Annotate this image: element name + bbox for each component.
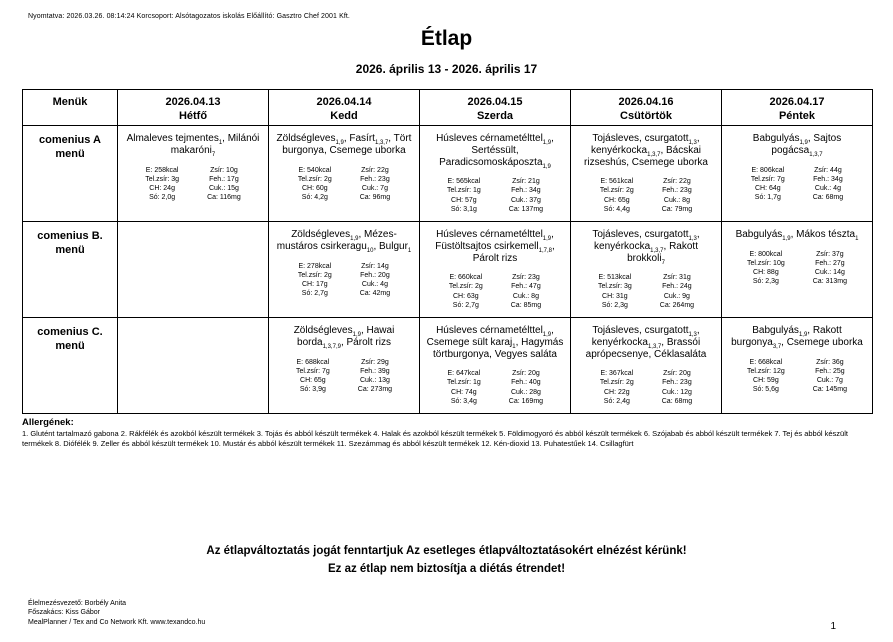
nutrition-line: Só: 2,0g (149, 193, 176, 201)
nutrition-line: Cuk.: 14g (814, 268, 845, 276)
nutrition-line: Ca: 313mg (812, 278, 847, 286)
nutrition-line: CH: 57g (451, 196, 477, 204)
day-column-header (269, 90, 420, 126)
nutrition-line: Zsír: 14g (361, 262, 389, 270)
nutrition-line: Cuk.: 8g (663, 196, 690, 204)
nutrition-line: Zsír: 44g (814, 166, 842, 174)
nutrition-line: CH: 88g (753, 268, 779, 276)
nutrition-column (447, 369, 481, 405)
nutrition-line: Tel.zsír: 2g (297, 175, 332, 183)
menu-change-notice: Az étlapváltoztatás jogát fenntartjuk Az esetleges étlapváltoztatásokért elnézést kérünk! (206, 544, 687, 557)
allergens-section (22, 417, 872, 449)
nutrition-block (575, 369, 717, 405)
nutrition-line: Só: 5,6g (752, 385, 779, 393)
dish-name: Tojásleves, csurgatott$_{1,3}$, kenyérkocka$_{1,3,7}$, Brassói aprópecsenye, Céklasaláta (585, 325, 707, 360)
column-date: 2026.04.16 (618, 96, 674, 108)
nutrition-line: Só: 3,1g (450, 205, 477, 213)
dish-name: Babgulyás$_{1,9}$, Sajtos pogácsa$_{1,3,7}$ (752, 133, 842, 158)
date-range-subtitle: 2026. április 13 - 2026. április 17 (355, 62, 538, 76)
nutrition-line: Cuk.: 7g (816, 376, 843, 384)
nutrition-column (298, 262, 332, 298)
nutrition-line: Só: 1,7g (754, 193, 781, 201)
nutrition-column (660, 273, 694, 309)
nutrition-line: Feh.: 23g (360, 175, 390, 183)
nutrition-line: E: 258kcal (145, 166, 179, 174)
nutrition-line: Tel.zsír: 2g (297, 271, 332, 279)
footer-line-software: MealPlanner / Tex and Co Network Kft. www.texandco.hu (28, 618, 206, 626)
nutrition-line: Zsír: 22g (361, 166, 389, 174)
nutrition-block (122, 166, 264, 202)
nutrition-line: CH: 63g (452, 292, 479, 300)
nutrition-block (273, 358, 415, 394)
nutrition-line: Feh.: 40g (511, 379, 541, 387)
nutrition-line: CH: 64g (754, 184, 781, 192)
nutrition-line: Tel.zsír: 2g (448, 283, 483, 291)
nutrition-line: Feh.: 34g (813, 175, 843, 183)
nutrition-column (358, 358, 392, 394)
nutrition-block (726, 358, 868, 394)
nutrition-line: CH: 31g (602, 292, 628, 300)
column-day-name: Szerda (476, 110, 514, 123)
nutrition-line: Só: 3,4g (450, 397, 477, 405)
column-day-name: Csütörtök (620, 110, 672, 123)
nutrition-line: Zsír: 20g (512, 370, 540, 378)
nutrition-line: Só: 2,4g (603, 397, 630, 405)
column-date: 2026.04.15 (467, 96, 523, 108)
nutrition-line: Feh.: 20g (360, 271, 390, 279)
nutrition-line: Feh.: 17g (209, 175, 239, 183)
meal-cell (118, 318, 269, 414)
dish-name: Almaleves tejmentes$_1$, Milánói makaróni$_7$ (126, 133, 260, 158)
nutrition-line: Ca: 79mg (661, 205, 693, 213)
nutrition-line: Ca: 96mg (359, 193, 391, 201)
nutrition-line: E: 647kcal (447, 370, 481, 378)
nutrition-line: Zsír: 36g (816, 358, 844, 366)
nutrition-line: CH: 22g (603, 388, 630, 396)
nutrition-block (273, 262, 415, 298)
nutrition-line: Tel.zsír: 7g (295, 367, 330, 375)
nutrition-line: E: 668kcal (749, 358, 783, 366)
nutrition-line: E: 540kcal (298, 166, 332, 174)
nutrition-column (296, 358, 330, 394)
menu-row (23, 126, 873, 222)
dish-name: Babgulyás$_{1,9}$, Rakott burgonya$_{3,7}$, Csemege uborka (731, 325, 863, 350)
nutrition-line: Tel.zsír: 10g (747, 259, 785, 267)
dish-name: Zöldségleves$_{1,9}$, Hawai borda$_{1,3,7,9}$, Párolt rizs (293, 325, 395, 350)
nutrition-column (298, 166, 332, 202)
nutrition-line: Zsír: 20g (663, 370, 691, 378)
nutrition-line: Ca: 85mg (510, 301, 542, 309)
nutrition-line: Tel.zsír: 2g (599, 187, 634, 195)
table-header-row (23, 90, 873, 126)
nutrition-line: Zsír: 31g (663, 274, 691, 282)
nutrition-block (424, 369, 566, 405)
day-column-header (571, 90, 722, 126)
dish-name: Tojásleves, csurgatott$_{1,3}$, kenyérkocka$_{1,3,7}$, Bácskai rizseshús, Csemege uborka (584, 133, 708, 168)
nutrition-block (424, 273, 566, 309)
day-column-header (722, 90, 873, 126)
nutrition-line: CH: 59g (753, 376, 779, 384)
column-day-name: Péntek (778, 110, 816, 123)
nutrition-line: Feh.: 24g (662, 283, 692, 291)
nutrition-column (662, 177, 692, 213)
nutrition-line: Só: 2,3g (752, 278, 779, 286)
menu-row-label: comenius B. menü (23, 222, 118, 318)
meal-cell (420, 126, 571, 222)
nutrition-column (447, 177, 481, 213)
meal-cell (722, 318, 873, 414)
nutrition-line: Cuk.: 4g (814, 184, 841, 192)
day-column-header (118, 90, 269, 126)
nutrition-line: E: 565kcal (447, 178, 481, 186)
nutrition-line: Só: 4,2g (301, 193, 328, 201)
nutrition-column (207, 166, 241, 202)
nutrition-line: Feh.: 34g (511, 187, 541, 195)
column-date: 2026.04.14 (316, 96, 372, 108)
nutrition-line: Cuk.: 9g (663, 292, 690, 300)
nutrition-line: Zsír: 22g (663, 178, 691, 186)
nutrition-block (575, 273, 717, 309)
meal-cell (269, 318, 420, 414)
nutrition-column (662, 369, 692, 405)
nutrition-line: E: 513kcal (598, 274, 632, 282)
nutrition-line: Cuk.: 13g (359, 376, 390, 384)
nutrition-line: Zsír: 10g (210, 166, 238, 174)
menu-row (23, 318, 873, 414)
nutrition-line: CH: 60g (301, 184, 328, 192)
meal-cell (571, 222, 722, 318)
nutrition-line: Tel.zsír: 2g (599, 379, 634, 387)
menu-row-label: comenius A menü (23, 126, 118, 222)
nutrition-line: Feh.: 23g (662, 187, 692, 195)
menu-column-header: Menük (23, 90, 118, 126)
nutrition-line: Tel.zsír: 3g (145, 175, 180, 183)
nutrition-line: Só: 3,9g (299, 385, 326, 393)
nutrition-line: E: 367kcal (600, 370, 634, 378)
dish-name: Babgulyás$_{1,9}$, Mákos tészta$_1$ (735, 229, 859, 242)
nutrition-column (813, 250, 847, 286)
meal-cell (420, 222, 571, 318)
footer-line-head-chef: Főszakács: Kiss Gábor (28, 609, 100, 617)
nutrition-line: E: 806kcal (751, 166, 785, 174)
nutrition-line: CH: 24g (149, 184, 175, 192)
nutrition-line: Cuk.: 7g (361, 184, 388, 192)
meal-cell (571, 318, 722, 414)
nutrition-line: Ca: 137mg (508, 205, 544, 213)
nutrition-block (273, 166, 415, 202)
nutrition-block (726, 250, 868, 286)
diet-notice: Ez az étlap nem biztosítja a diétás étrendet! (327, 562, 566, 575)
dish-name: Húsleves cérnametélttel$_{1,9}$, Sertéssült, Paradicsomoskáposzta$_{1,9}$ (436, 133, 554, 170)
nutrition-line: Cuk.: 15g (208, 184, 239, 192)
nutrition-line: E: 561kcal (600, 178, 634, 186)
allergens-list: 1. Glutént tartalmazó gabona 2. Rákfélék és azokból készült termékek 3. Tojás és abból készült termékek 4. Halak és azokból készült termékek 5. Földimogyoró és abból készült termékek 6. Szójabab és abból készült termékek 7. Tej és abból készült termékek 8. Diófélék 9. Zeller és abból készült termékek 10. Mustár és abból készült termékek 11. Szezámmag és abból készült termékek 12. Kén-dioxid 13. Puhatestűek 14. Csillagfürt (22, 429, 848, 448)
nutrition-line: Ca: 68mg (812, 193, 844, 201)
menu-row-label: comenius C. menü (23, 318, 118, 414)
nutrition-line: E: 800kcal (749, 250, 783, 258)
nutrition-line: Ca: 42mg (359, 289, 391, 297)
meal-cell (118, 126, 269, 222)
print-info-line: Nyomtatva: 2026.03.26. 08:14:24 Korcsoport: Alsótagozatos iskolás Előállító: Gasztro Chef 2001 Kft. (28, 13, 350, 20)
notices-section (0, 545, 893, 575)
dish-name: Húsleves cérnametélttel$_{1,9}$, Füstöltsajtos csirkemell$_{1,7,8}$, Párolt rizs (435, 229, 555, 264)
nutrition-column (360, 262, 390, 298)
nutrition-line: E: 278kcal (298, 262, 332, 270)
nutrition-column (600, 369, 634, 405)
nutrition-line: Tel.zsír: 1g (446, 379, 481, 387)
footer-line-catering-manager: Élelmezésvezető: Borbély Anita (28, 599, 127, 607)
nutrition-block (726, 166, 868, 202)
nutrition-line: Feh.: 27g (815, 259, 845, 267)
nutrition-line: Feh.: 25g (815, 367, 845, 375)
dish-name: Zöldségleves$_{1,9}$, Mézes-mustáros csirkeragu$_{10}$, Bulgur$_1$ (276, 229, 412, 254)
nutrition-line: E: 688kcal (296, 358, 330, 366)
day-column-header (420, 90, 571, 126)
nutrition-line: Cuk.: 28g (510, 388, 541, 396)
nutrition-column (360, 166, 390, 202)
footer-contact-block (28, 599, 205, 627)
nutrition-line: Tel.zsír: 12g (747, 367, 785, 375)
nutrition-block (424, 177, 566, 213)
nutrition-line: Tel.zsír: 1g (446, 187, 481, 195)
nutrition-line: CH: 74g (451, 388, 477, 396)
nutrition-line: Só: 2,3g (601, 301, 628, 309)
nutrition-column (751, 166, 785, 202)
dish-name: Húsleves cérnametélttel$_{1,9}$, Csemege sült karaj$_1$, Hagymás törtburgonya, Vegyes saláta (426, 325, 564, 360)
nutrition-block (575, 177, 717, 213)
nutrition-line: Ca: 273mg (357, 385, 393, 393)
nutrition-column (747, 358, 785, 394)
nutrition-line: Ca: 145mg (812, 385, 847, 393)
allergens-heading: Allergének: (22, 417, 74, 428)
column-date: 2026.04.13 (165, 96, 221, 108)
meal-cell (722, 126, 873, 222)
column-day-name: Hétfő (178, 110, 208, 123)
nutrition-column (813, 358, 847, 394)
nutrition-line: Ca: 169mg (508, 397, 544, 405)
nutrition-line: Só: 4,4g (603, 205, 630, 213)
nutrition-line: Zsír: 29g (361, 358, 389, 366)
nutrition-line: CH: 65g (300, 376, 326, 384)
meal-cell (571, 126, 722, 222)
nutrition-line: Zsír: 23g (512, 274, 540, 282)
nutrition-line: Cuk.: 8g (512, 292, 539, 300)
column-date: 2026.04.17 (769, 96, 825, 108)
nutrition-line: Cuk.: 4g (361, 280, 388, 288)
nutrition-line: E: 660kcal (449, 274, 483, 282)
nutrition-line: Ca: 264mg (659, 301, 695, 309)
menu-row (23, 222, 873, 318)
nutrition-column (511, 273, 541, 309)
nutrition-line: CH: 17g (301, 280, 328, 288)
dish-name: Tojásleves, csurgatott$_{1,3}$, kenyérkocka$_{1,3,7}$, Rakott brokkoli$_7$ (592, 229, 700, 266)
nutrition-line: Tel.zsír: 7g (750, 175, 785, 183)
nutrition-line: Ca: 68mg (661, 397, 693, 405)
nutrition-column (600, 177, 634, 213)
menu-table (22, 89, 873, 414)
nutrition-column (449, 273, 483, 309)
nutrition-line: Só: 2,7g (301, 289, 328, 297)
nutrition-line: Só: 2,7g (452, 301, 479, 309)
nutrition-column (747, 250, 785, 286)
meal-cell (269, 126, 420, 222)
nutrition-line: Tel.zsír: 3g (597, 283, 632, 291)
meal-cell (722, 222, 873, 318)
dish-name: Zöldségleves$_{1,9}$, Fasírt$_{1,3,7}$, Tört burgonya, Csemege uborka (276, 133, 412, 156)
nutrition-line: CH: 65g (603, 196, 630, 204)
meal-cell (118, 222, 269, 318)
nutrition-column (509, 177, 543, 213)
nutrition-line: Cuk.: 37g (510, 196, 541, 204)
nutrition-line: Feh.: 39g (360, 367, 390, 375)
nutrition-column (598, 273, 632, 309)
meal-cell (420, 318, 571, 414)
nutrition-line: Ca: 116mg (207, 193, 241, 201)
column-day-name: Kedd (330, 110, 358, 123)
nutrition-column (813, 166, 843, 202)
page-title: Étlap (420, 27, 473, 50)
nutrition-column (509, 369, 543, 405)
page-number: 1 (830, 621, 836, 632)
meal-cell (269, 222, 420, 318)
nutrition-line: Cuk.: 12g (661, 388, 692, 396)
nutrition-column (145, 166, 179, 202)
nutrition-line: Feh.: 47g (511, 283, 541, 291)
nutrition-line: Zsír: 37g (816, 250, 844, 258)
nutrition-line: Zsír: 21g (512, 178, 540, 186)
nutrition-line: Feh.: 23g (662, 379, 692, 387)
